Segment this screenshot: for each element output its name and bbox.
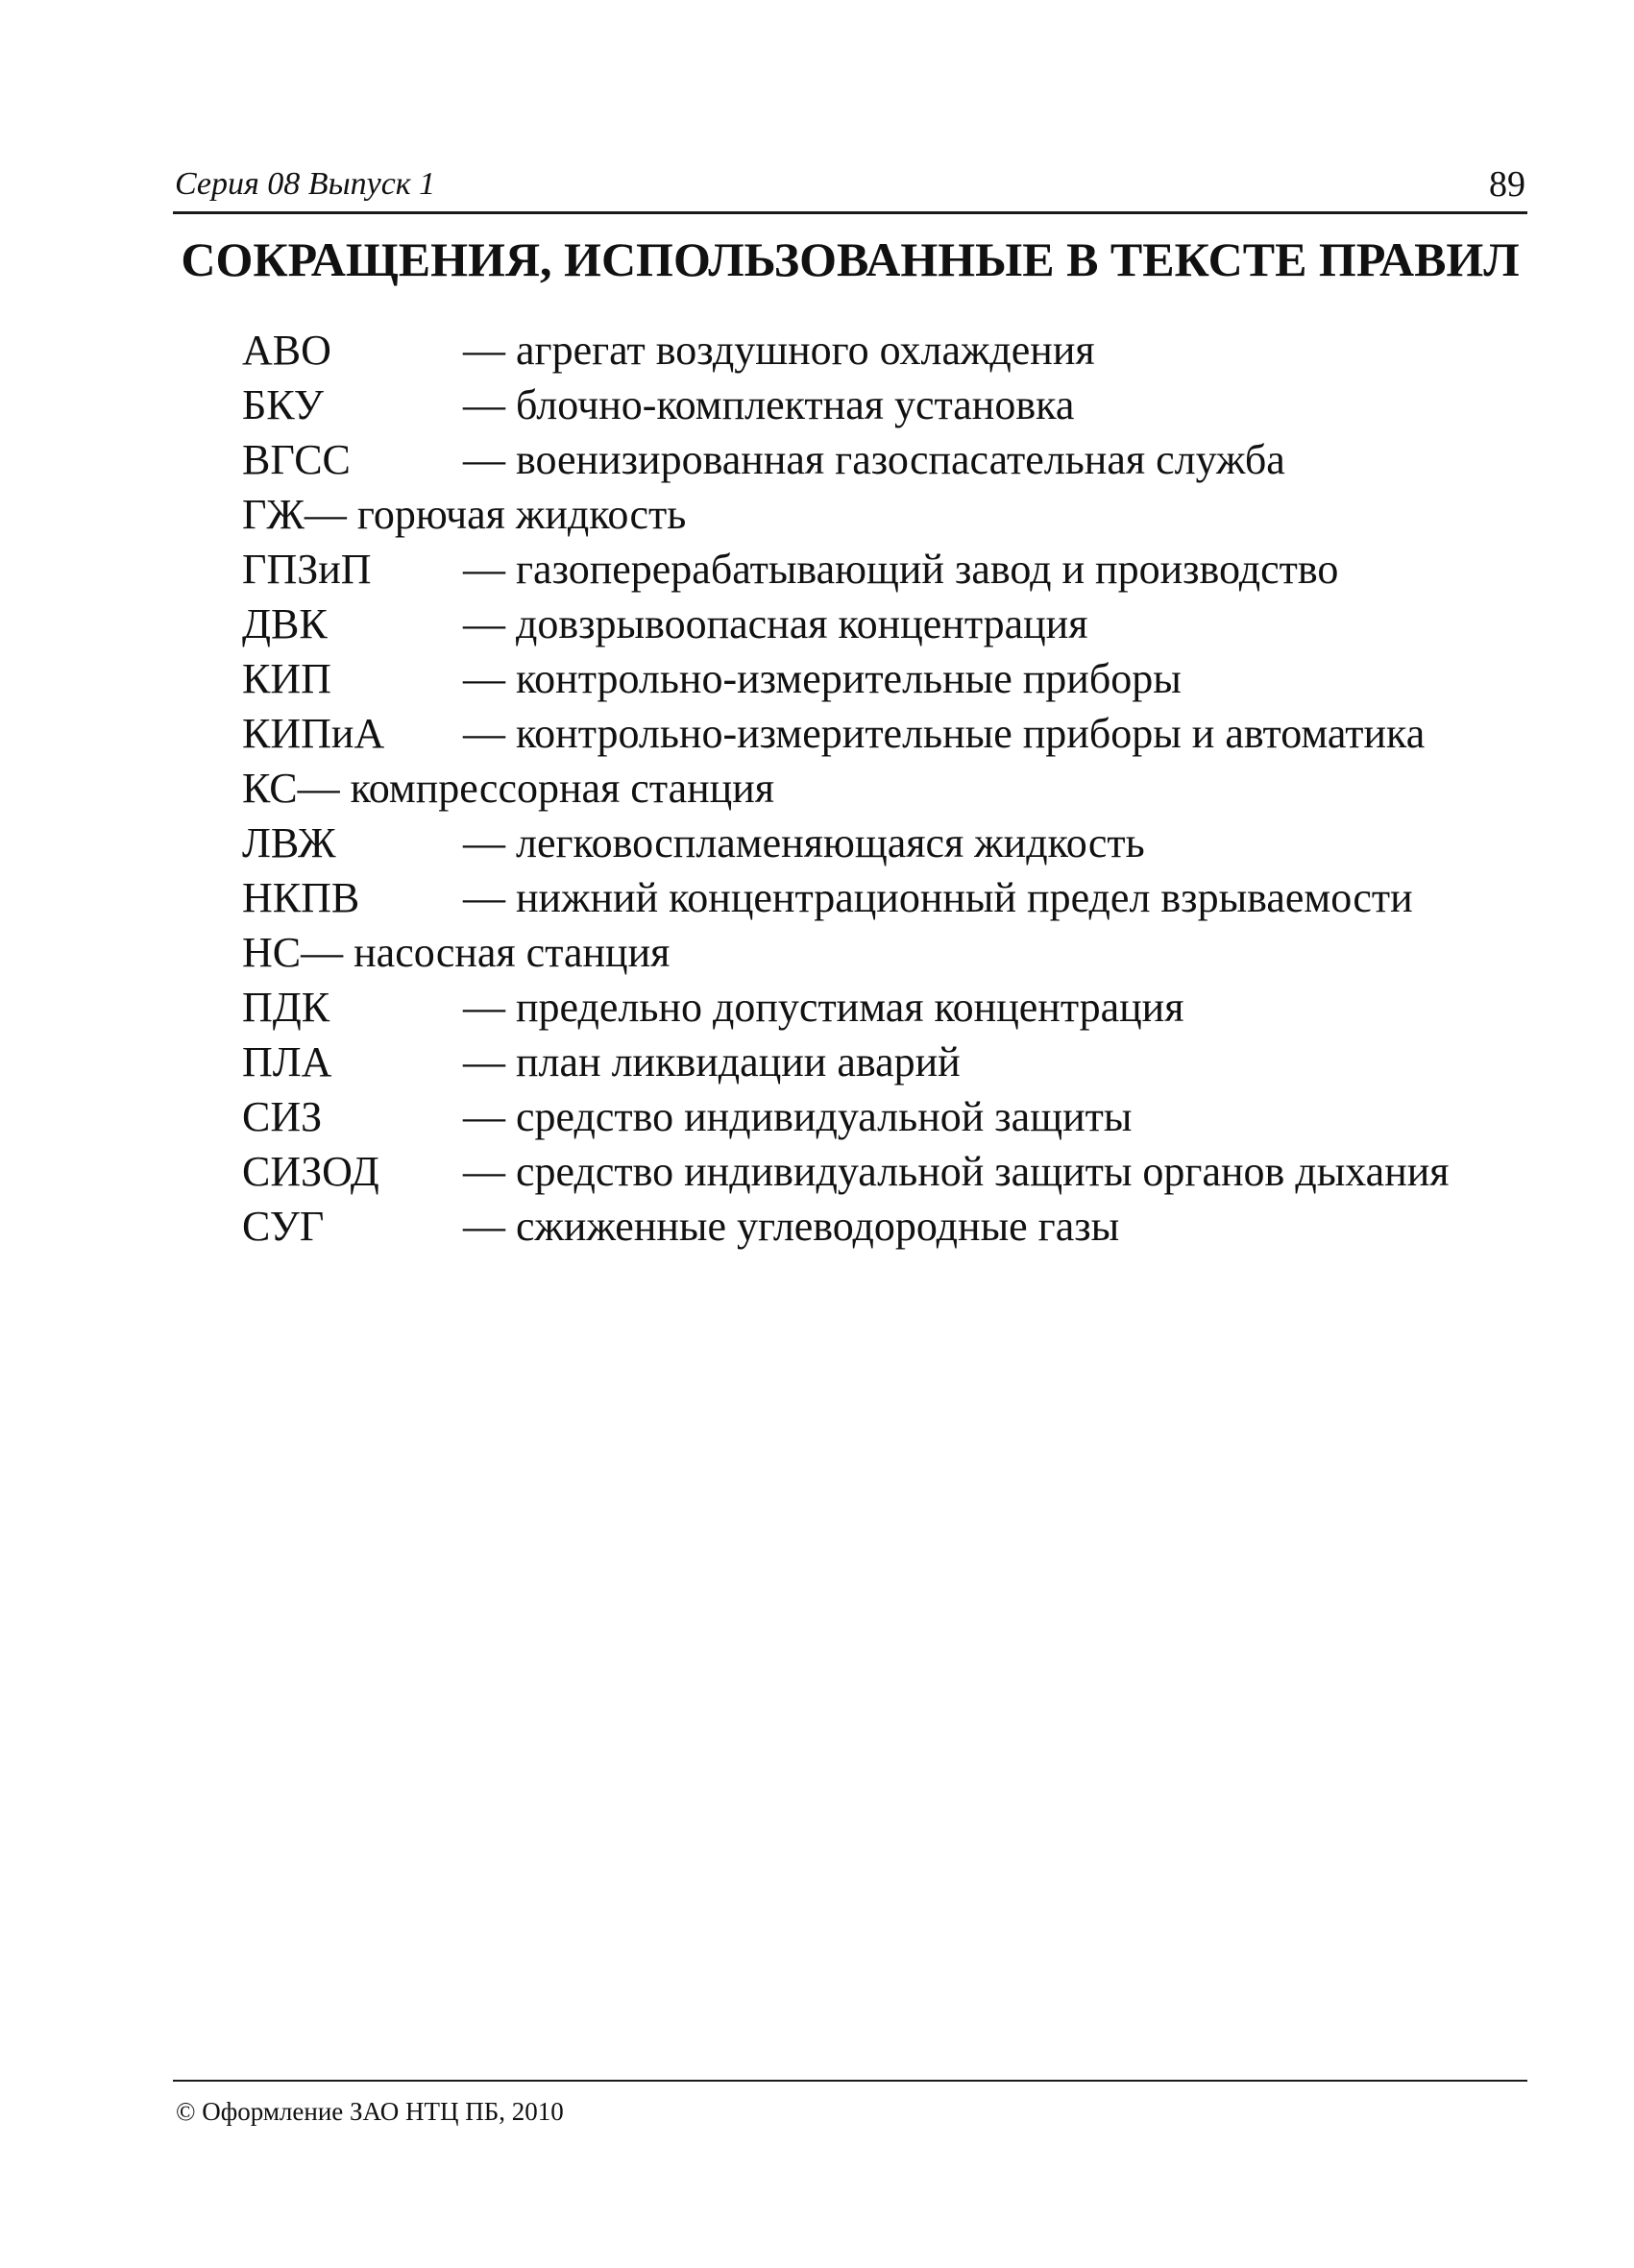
abbreviation-definition: — предельно допустимая концентрация bbox=[463, 984, 1184, 1031]
abbreviation-code: АВО bbox=[242, 327, 331, 374]
abbreviation-code: СУГ bbox=[242, 1203, 325, 1250]
list-item bbox=[242, 1199, 1549, 1254]
abbreviation-definition: — план ликвидации аварий bbox=[463, 1038, 961, 1085]
abbreviation-list bbox=[242, 323, 1549, 1254]
footer-copyright: © Оформление ЗАО НТЦ ПБ, 2010 bbox=[176, 2097, 564, 2126]
list-item bbox=[242, 1144, 1549, 1199]
page-header bbox=[173, 161, 1527, 214]
list-item bbox=[242, 980, 1549, 1035]
abbreviation-definition: — компрессорная станция bbox=[297, 765, 775, 812]
abbreviation-code: НКПВ bbox=[242, 874, 360, 921]
list-item bbox=[242, 925, 1549, 980]
abbreviation-code: ДВК bbox=[242, 600, 328, 647]
abbreviation-definition: — нижний концентрационный предел взрываемости bbox=[463, 874, 1413, 921]
abbreviation-definition: — газоперерабатывающий завод и производство bbox=[463, 546, 1339, 593]
abbreviation-code: КС bbox=[242, 765, 298, 812]
list-item bbox=[242, 1089, 1549, 1144]
abbreviation-definition: — горючая жидкость bbox=[304, 491, 687, 538]
abbreviation-code: СИЗ bbox=[242, 1093, 323, 1140]
list-item bbox=[242, 432, 1549, 487]
abbreviation-code: СИЗОД bbox=[242, 1148, 379, 1195]
abbreviation-definition: — военизированная газоспасательная служба bbox=[463, 436, 1285, 483]
list-item bbox=[242, 597, 1549, 651]
abbreviation-code: ГПЗиП bbox=[242, 546, 372, 593]
abbreviation-code: БКУ bbox=[242, 381, 324, 428]
list-item bbox=[242, 542, 1549, 597]
list-item bbox=[242, 378, 1549, 432]
page-title: СОКРАЩЕНИЯ, ИСПОЛЬЗОВАННЫЕ В ТЕКСТЕ ПРАВИЛ bbox=[181, 232, 1520, 286]
abbreviation-definition: — насосная станция bbox=[301, 929, 671, 976]
abbreviation-definition: — блочно-комплектная установка bbox=[463, 381, 1075, 428]
abbreviation-code: ПЛА bbox=[242, 1038, 332, 1085]
abbreviation-code: ЛВЖ bbox=[242, 819, 336, 866]
abbreviation-code: КИП bbox=[242, 655, 331, 702]
abbreviation-definition: — средство индивидуальной защиты bbox=[463, 1093, 1133, 1140]
series-label: Серия 08 Выпуск 1 bbox=[175, 166, 436, 202]
abbreviation-definition: — довзрывоопасная концентрация bbox=[463, 600, 1088, 647]
list-item bbox=[242, 870, 1549, 925]
list-item bbox=[242, 651, 1549, 706]
abbreviation-definition: — контрольно-измерительные приборы bbox=[463, 655, 1182, 702]
abbreviation-definition: — средство индивидуальной защиты органов дыхания bbox=[463, 1148, 1450, 1195]
list-item bbox=[242, 761, 1549, 816]
abbreviation-definition: — агрегат воздушного охлаждения bbox=[463, 327, 1095, 374]
page-number: 89 bbox=[1489, 164, 1525, 205]
list-item bbox=[242, 706, 1549, 761]
abbreviation-code: ГЖ bbox=[242, 491, 305, 538]
abbreviation-definition: — контрольно-измерительные приборы и автоматика bbox=[463, 710, 1426, 757]
list-item bbox=[242, 487, 1549, 542]
abbreviation-code: НС bbox=[242, 929, 302, 976]
abbreviation-code: ПДК bbox=[242, 984, 330, 1031]
abbreviation-definition: — легковоспламеняющаяся жидкость bbox=[463, 819, 1145, 866]
abbreviation-code: ВГСС bbox=[242, 436, 351, 483]
abbreviation-definition: — сжиженные углеводородные газы bbox=[463, 1203, 1120, 1250]
list-item bbox=[242, 1035, 1549, 1089]
list-item bbox=[242, 816, 1549, 870]
list-item bbox=[242, 323, 1549, 378]
abbreviation-code: КИПиА bbox=[242, 710, 385, 757]
footer-divider bbox=[173, 2080, 1527, 2082]
